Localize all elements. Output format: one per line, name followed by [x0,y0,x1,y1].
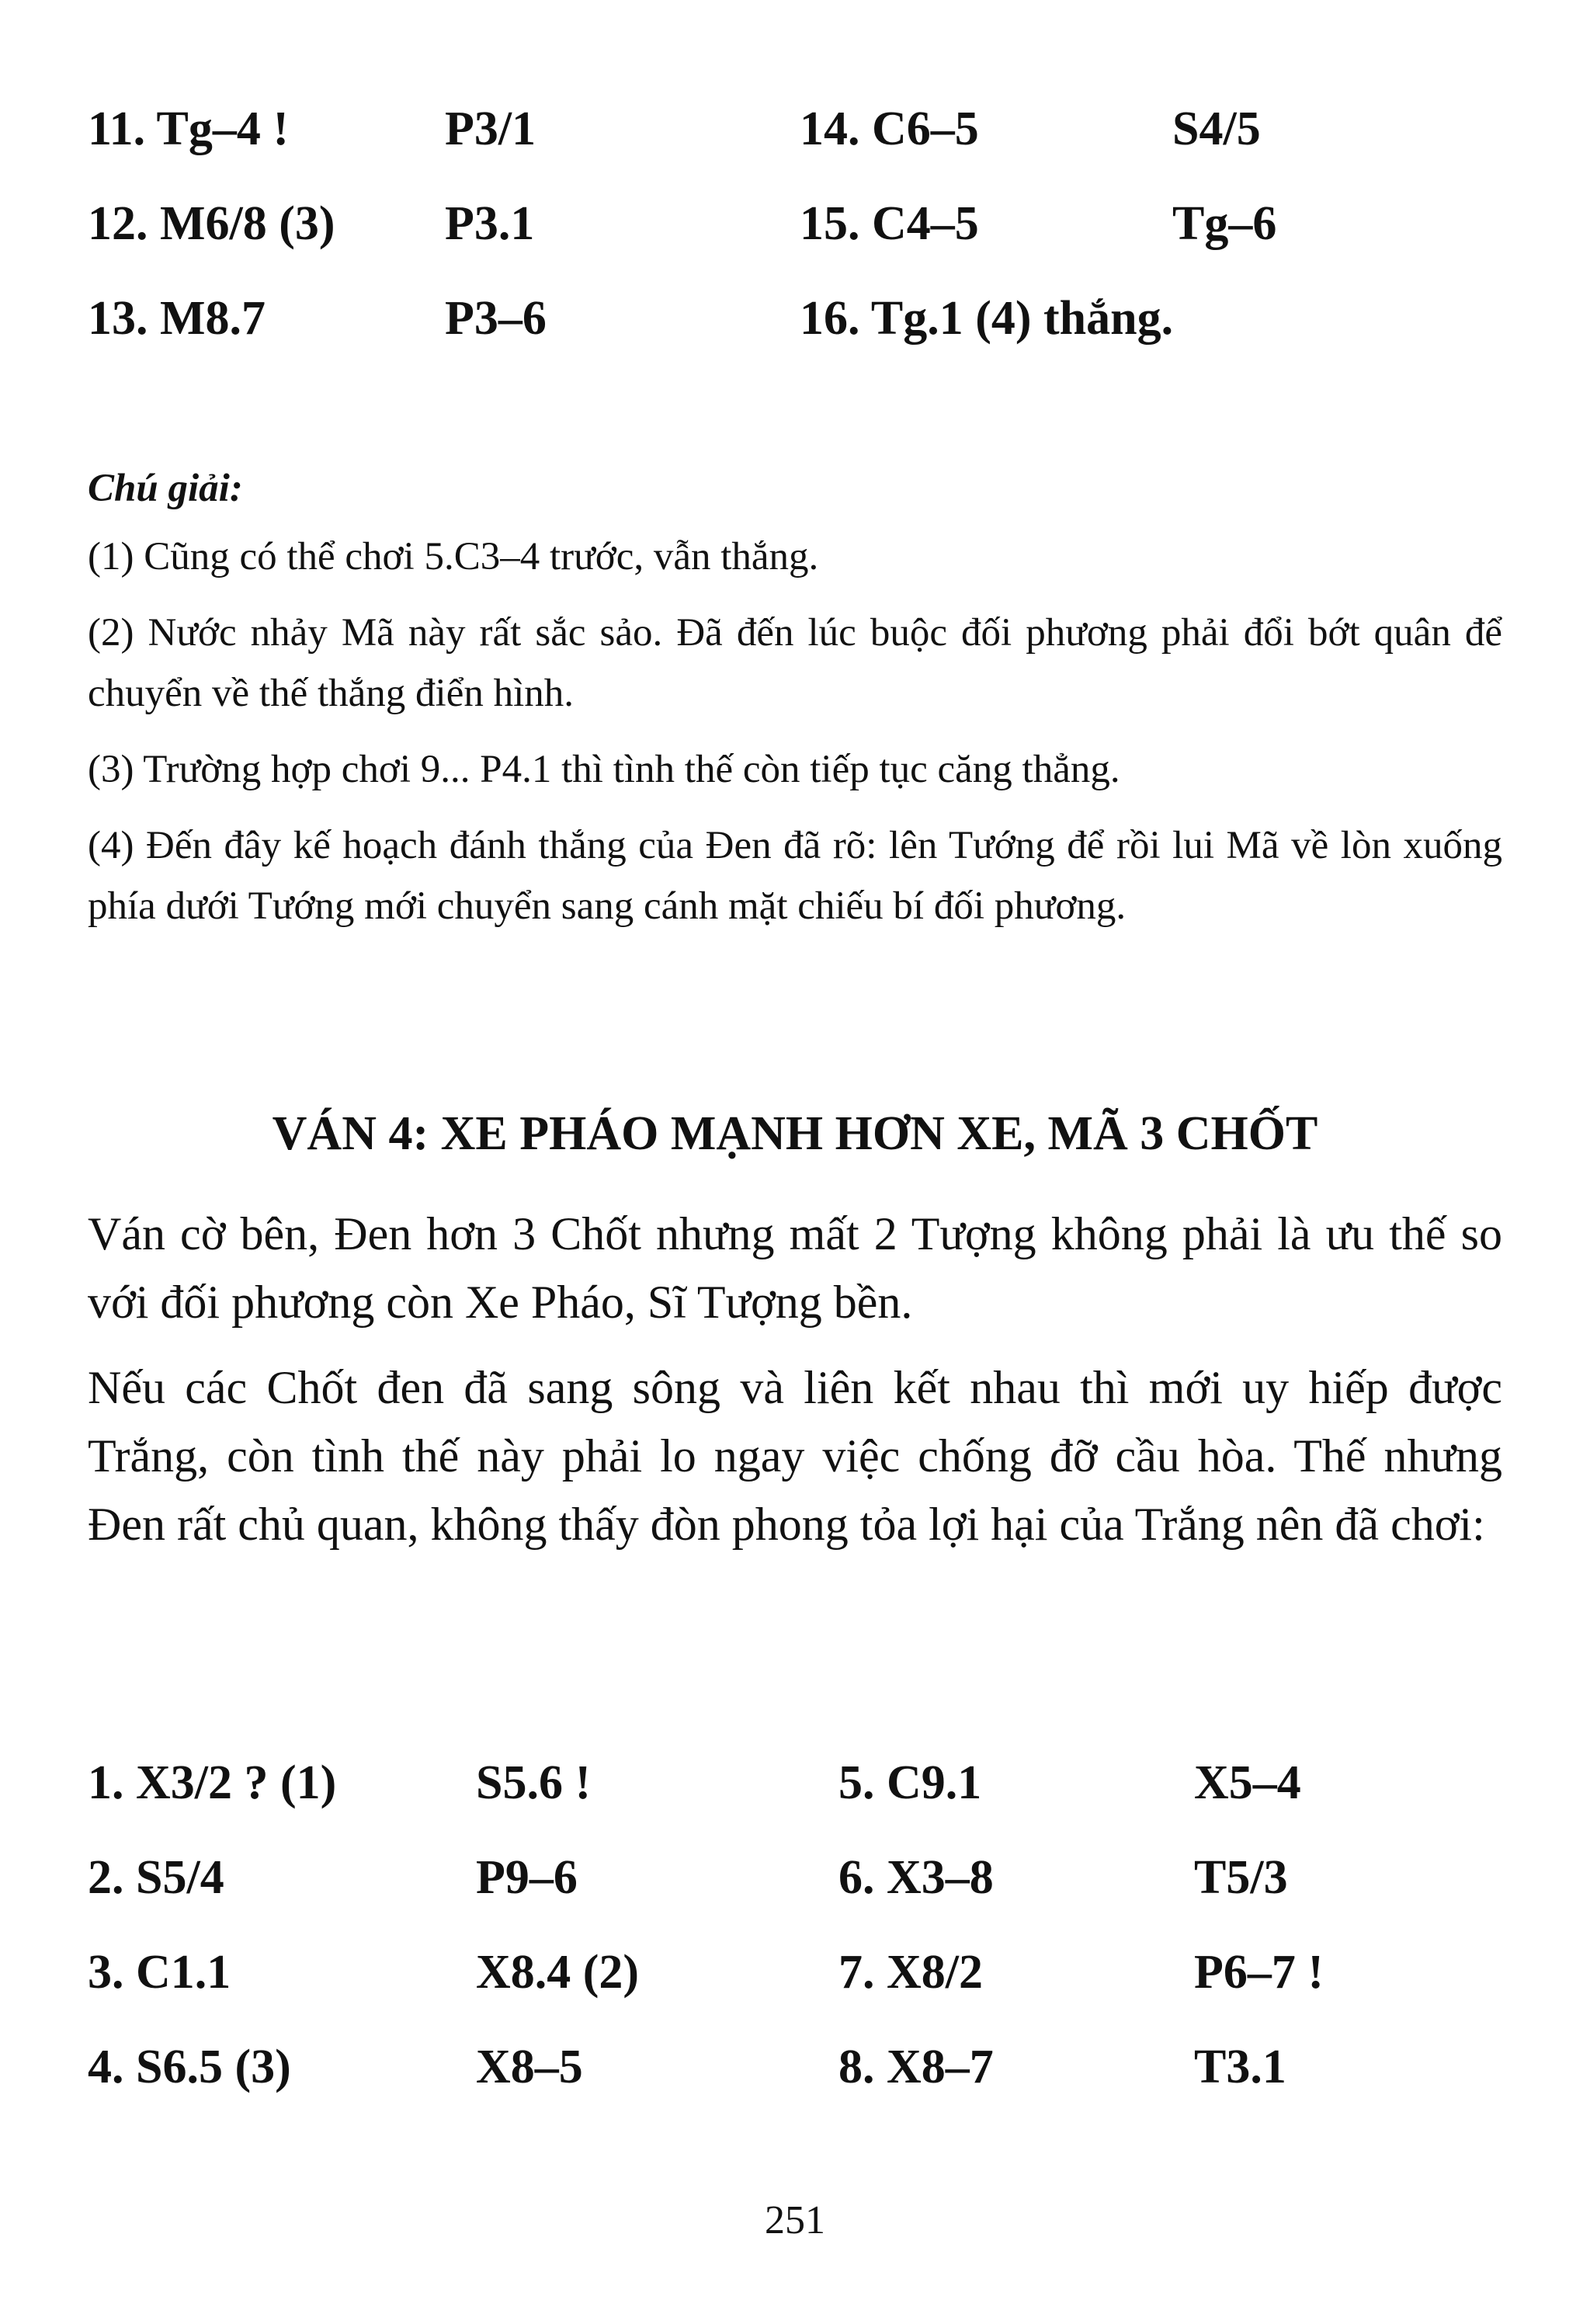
move-row [88,2043,1502,2138]
move-row [88,1756,1502,1853]
move-cell: 2. S5/4 [88,1851,224,1904]
move-cell: 3. C1.1 [88,1946,231,1999]
move-cell: T5/3 [1194,1851,1288,1904]
move-cell: 6. X3–8 [838,1851,994,1904]
note-item: (2) Nước nhảy Mã này rất sắc sảo. Đã đến lúc buộc đối phương phải đổi bớt quân để chuyển về thế thắng điển hình. [88,611,1502,715]
move-cell: 15. C4–5 [800,197,979,250]
body-paragraph: Ván cờ bên, Đen hơn 3 Chốt nhưng mất 2 Tượng không phải là ưu thế so với đối phương còn Xe Pháo, Sĩ Tượng bền. [88,1208,1502,1328]
move-cell: P3.1 [445,197,535,250]
page-number: 251 [765,2198,825,2242]
move-cell: 4. S6.5 (3) [88,2041,291,2093]
moves-table-top [88,102,1502,389]
note-item: (4) Đến đây kế hoạch đánh thắng của Đen đã rõ: lên Tướng để rồi lui Mã về lòn xuống phía dưới Tướng mới chuyển sang cánh mặt chiếu bí đối phương. [88,824,1502,928]
move-row [88,1948,1502,2043]
move-cell: Tg–6 [1172,197,1277,250]
notes-title: Chú giải: [88,467,243,510]
move-cell: P3/1 [445,102,536,155]
book-page [88,0,1502,2324]
move-row [88,1853,1502,1948]
move-row [88,102,1502,200]
moves-table-bottom [88,1756,1502,2138]
move-cell: 12. M6/8 (3) [88,197,335,250]
body-paragraph: Nếu các Chốt đen đã sang sông và liên kết nhau thì mới uy hiếp được Trắng, còn tình thế này phải lo ngay việc chống đỡ cầu hòa. Thế nhưng Đen rất chủ quan, không thấy đòn phong tỏa lợi hại của Trắng nên đã chơi: [88,1362,1502,1550]
move-cell: 5. C9.1 [838,1756,982,1809]
move-cell: X8.4 (2) [476,1946,640,1999]
move-cell: P9–6 [476,1851,578,1904]
move-cell: 11. Tg–4 ! [88,102,289,155]
move-cell: 13. M8.7 [88,292,266,345]
move-row [88,197,1502,294]
move-cell: P3–6 [445,292,547,345]
move-cell: 8. X8–7 [838,2041,994,2093]
move-cell: 7. X8/2 [838,1946,983,1999]
section-body [88,1200,1502,1575]
move-cell: S5.6 ! [476,1756,592,1809]
section-heading: VÁN 4: XE PHÁO MẠNH HƠN XE, MÃ 3 CHỐT [272,1107,1318,1160]
notes-section [88,458,1502,952]
move-cell: P6–7 ! [1194,1946,1324,1999]
note-item: (3) Trường hợp chơi 9... P4.1 thì tình thế còn tiếp tục căng thẳng. [88,748,1120,791]
move-cell: S4/5 [1172,102,1261,155]
move-row [88,294,1502,389]
move-cell: X8–5 [476,2041,583,2093]
note-item: (1) Cũng có thể chơi 5.C3–4 trước, vẫn thắng. [88,535,819,578]
move-cell: X5–4 [1194,1756,1301,1809]
move-cell: 16. Tg.1 (4) thắng. [800,292,1174,345]
move-cell: 1. X3/2 ? (1) [88,1756,337,1809]
move-cell: T3.1 [1194,2041,1286,2093]
move-cell: 14. C6–5 [800,102,979,155]
